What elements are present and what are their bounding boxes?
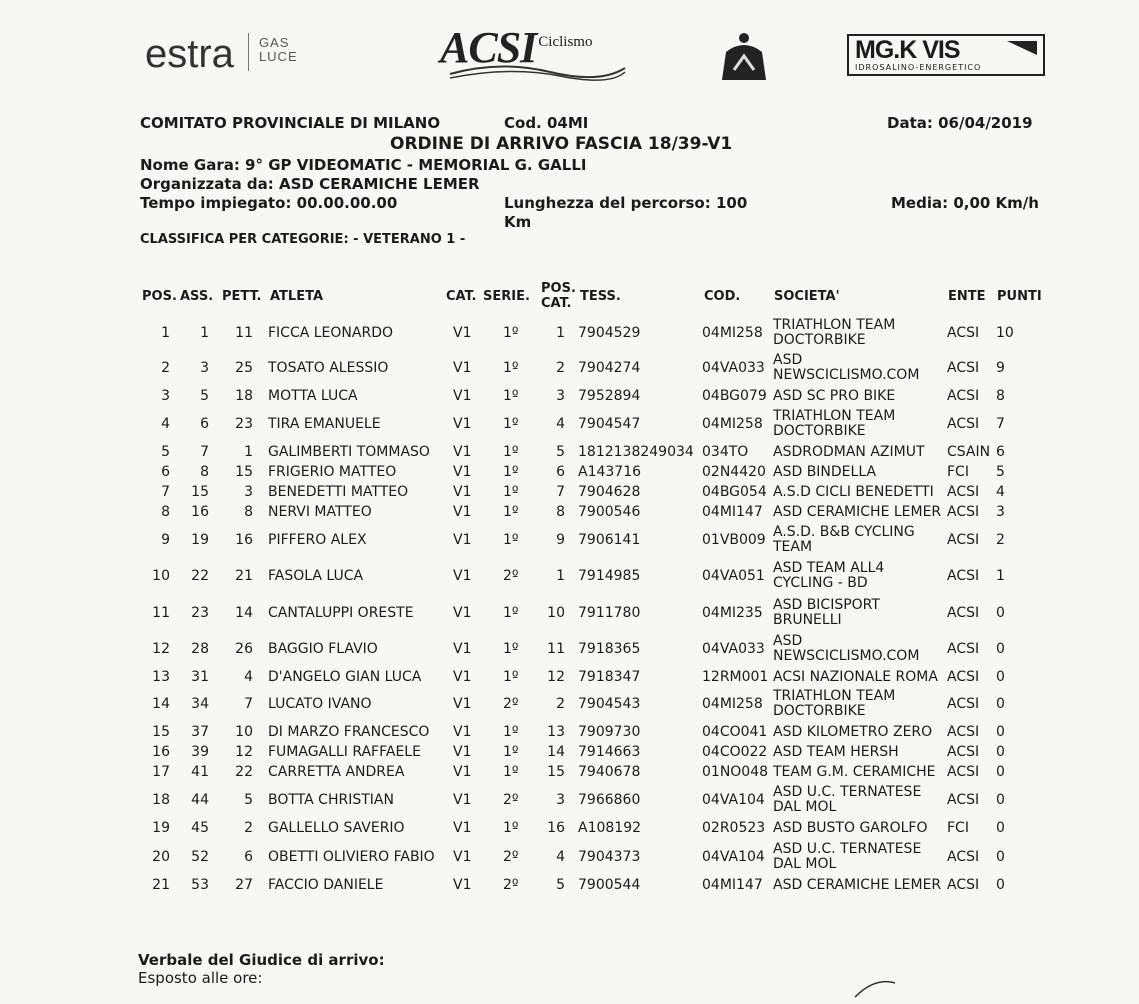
cell-tess: A108192 bbox=[578, 820, 642, 836]
cell-atleta: FACCIO DANIELE bbox=[268, 877, 384, 893]
cell-ass: 5 bbox=[200, 388, 209, 404]
cell-ass: 15 bbox=[191, 484, 209, 500]
page-title: ORDINE DI ARRIVO FASCIA 18/39-V1 bbox=[390, 134, 733, 154]
cell-poscat: 11 bbox=[547, 641, 565, 657]
cell-societa: ACSI NAZIONALE ROMA bbox=[773, 668, 938, 685]
cell-ente: ACSI bbox=[947, 744, 980, 760]
cell-ente: ACSI bbox=[947, 532, 980, 548]
mgk-vis-logo bbox=[847, 34, 1045, 76]
cell-societa: ASD BINDELLA bbox=[773, 463, 877, 480]
cell-cat: V1 bbox=[453, 504, 472, 520]
cell-atleta: GALLELLO SAVERIO bbox=[268, 820, 405, 836]
acsi-logo bbox=[440, 22, 592, 73]
cell-societa: TRIATHLON TEAM DOCTORBIKE bbox=[773, 317, 896, 348]
cell-cod: 04VA051 bbox=[702, 568, 765, 584]
cell-ass: 44 bbox=[191, 792, 209, 808]
cell-tess: 7940678 bbox=[578, 764, 641, 780]
cell-tess: 7911780 bbox=[578, 605, 641, 621]
cell-pett: 21 bbox=[235, 568, 253, 584]
col-cat: CAT. bbox=[446, 289, 477, 304]
cell-societa: ASD KILOMETRO ZERO bbox=[773, 723, 933, 740]
cell-cod: 04VA033 bbox=[702, 641, 765, 657]
cell-ass: 28 bbox=[191, 641, 209, 657]
cell-societa: A.S.D. B&B CYCLING TEAM bbox=[773, 524, 915, 555]
cell-poscat: 5 bbox=[556, 444, 565, 460]
cell-pett: 15 bbox=[235, 464, 253, 480]
cell-pett: 26 bbox=[235, 641, 253, 657]
cell-cat: V1 bbox=[453, 641, 472, 657]
cell-punti: 5 bbox=[996, 464, 1005, 480]
cell-pos: 16 bbox=[152, 744, 170, 760]
cell-atleta: BAGGIO FLAVIO bbox=[268, 641, 378, 657]
cell-ass: 3 bbox=[200, 360, 209, 376]
cell-pos: 19 bbox=[152, 820, 170, 836]
cell-ass: 16 bbox=[191, 504, 209, 520]
cell-poscat: 6 bbox=[556, 464, 565, 480]
cell-serie: 1º bbox=[503, 388, 519, 404]
cell-cat: V1 bbox=[453, 464, 472, 480]
cell-punti: 10 bbox=[996, 325, 1014, 341]
cell-punti: 1 bbox=[996, 568, 1005, 584]
cell-pos: 7 bbox=[161, 484, 170, 500]
cell-ass: 37 bbox=[191, 724, 209, 740]
col-serie: SERIE. bbox=[483, 289, 530, 304]
cell-societa: ASD BICISPORT BRUNELLI bbox=[773, 597, 880, 628]
cell-poscat: 9 bbox=[556, 532, 565, 548]
cell-poscat: 3 bbox=[556, 388, 565, 404]
cell-societa: A.S.D CICLI BENEDETTI bbox=[773, 483, 934, 500]
shield-emblem-icon bbox=[718, 30, 770, 88]
cell-cod: 034TO bbox=[702, 444, 749, 460]
estra-sub-gas: GAS bbox=[258, 35, 290, 50]
col-poscat-2: CAT. bbox=[541, 296, 572, 311]
cell-cod: 04MI258 bbox=[702, 416, 763, 432]
col-cod: COD. bbox=[704, 289, 741, 304]
cell-tess: 7900546 bbox=[578, 504, 641, 520]
cell-atleta: D'ANGELO GIAN LUCA bbox=[268, 669, 422, 685]
cell-punti: 0 bbox=[996, 669, 1005, 685]
cell-pett: 22 bbox=[235, 764, 253, 780]
cell-atleta: DI MARZO FRANCESCO bbox=[268, 724, 430, 740]
cell-pett: 5 bbox=[244, 792, 253, 808]
cell-cat: V1 bbox=[453, 744, 472, 760]
cell-atleta: MOTTA LUCA bbox=[268, 388, 358, 404]
cell-poscat: 8 bbox=[556, 504, 565, 520]
col-atleta: ATLETA bbox=[270, 289, 324, 304]
cell-serie: 1º bbox=[503, 744, 519, 760]
col-ass: ASS. bbox=[180, 289, 214, 304]
cell-ente: ACSI bbox=[947, 504, 980, 520]
cell-cod: 02R0523 bbox=[702, 820, 766, 836]
cell-tess: 7952894 bbox=[578, 388, 641, 404]
cell-serie: 2º bbox=[503, 568, 519, 584]
cell-pett: 25 bbox=[235, 360, 253, 376]
cell-serie: 2º bbox=[503, 877, 519, 893]
cell-societa: ASD CERAMICHE LEMER bbox=[773, 876, 942, 893]
cell-atleta: PIFFERO ALEX bbox=[268, 532, 367, 548]
cell-poscat: 1 bbox=[556, 568, 565, 584]
cell-cat: V1 bbox=[453, 792, 472, 808]
cell-pett: 23 bbox=[235, 416, 253, 432]
cell-tess: 7900544 bbox=[578, 877, 641, 893]
cell-serie: 2º bbox=[503, 792, 519, 808]
cell-societa: ASD CERAMICHE LEMER bbox=[773, 503, 942, 520]
cell-punti: 0 bbox=[996, 764, 1005, 780]
cell-cod: 04MI258 bbox=[702, 325, 763, 341]
cell-punti: 8 bbox=[996, 388, 1005, 404]
cell-tess: 1812138249034 bbox=[578, 444, 694, 460]
estra-wordmark: estra bbox=[145, 32, 234, 76]
col-poscat-1: POS. bbox=[541, 281, 576, 296]
cell-pos: 10 bbox=[152, 568, 170, 584]
verbale-label: Verbale del Giudice di arrivo: bbox=[138, 951, 385, 969]
cell-cod: 04BG054 bbox=[702, 484, 767, 500]
cell-atleta: GALIMBERTI TOMMASO bbox=[268, 444, 430, 460]
cell-ass: 41 bbox=[191, 764, 209, 780]
cell-serie: 1º bbox=[503, 820, 519, 836]
time-taken: Tempo impiegato: 00.00.00.00 bbox=[140, 194, 398, 212]
cell-serie: 1º bbox=[503, 416, 519, 432]
cell-cat: V1 bbox=[453, 877, 472, 893]
col-tess: TESS. bbox=[580, 289, 621, 304]
cell-societa: TRIATHLON TEAM DOCTORBIKE bbox=[773, 688, 896, 719]
cell-ente: ACSI bbox=[947, 696, 980, 712]
cell-poscat: 13 bbox=[547, 724, 565, 740]
cell-tess: 7906141 bbox=[578, 532, 641, 548]
cell-pett: 6 bbox=[244, 849, 253, 865]
cell-punti: 2 bbox=[996, 532, 1005, 548]
cell-pos: 1 bbox=[161, 325, 170, 341]
cell-ente: ACSI bbox=[947, 568, 980, 584]
cell-atleta: FRIGERIO MATTEO bbox=[268, 464, 397, 480]
cell-pos: 2 bbox=[161, 360, 170, 376]
cell-societa: ASD U.C. TERNATESE DAL MOL bbox=[773, 784, 922, 815]
cell-poscat: 2 bbox=[556, 360, 565, 376]
cell-societa: ASD TEAM ALL4 CYCLING - BD bbox=[773, 560, 885, 591]
cell-cat: V1 bbox=[453, 696, 472, 712]
cell-punti: 3 bbox=[996, 504, 1005, 520]
cell-ass: 7 bbox=[200, 444, 209, 460]
cell-punti: 0 bbox=[996, 820, 1005, 836]
cell-pett: 7 bbox=[244, 696, 253, 712]
cell-atleta: NERVI MATTEO bbox=[268, 504, 372, 520]
cell-ente: ACSI bbox=[947, 388, 980, 404]
acsi-wordmark: ACSI bbox=[440, 23, 537, 72]
cell-cat: V1 bbox=[453, 484, 472, 500]
acsi-swoosh-icon bbox=[440, 62, 630, 82]
acsi-ciclismo: Ciclismo bbox=[538, 34, 593, 50]
cell-ass: 52 bbox=[191, 849, 209, 865]
cell-serie: 1º bbox=[503, 360, 519, 376]
col-punti: PUNTI bbox=[997, 289, 1042, 304]
cell-pett: 16 bbox=[235, 532, 253, 548]
cell-tess: 7904529 bbox=[578, 325, 641, 341]
cell-cod: 04VA104 bbox=[702, 792, 765, 808]
cell-ass: 39 bbox=[191, 744, 209, 760]
cell-cod: 01VB009 bbox=[702, 532, 766, 548]
logo-divider bbox=[248, 33, 249, 71]
cell-societa: ASD TEAM HERSH bbox=[773, 743, 899, 760]
cell-ass: 34 bbox=[191, 696, 209, 712]
cell-atleta: FUMAGALLI RAFFAELE bbox=[268, 744, 421, 760]
cell-cat: V1 bbox=[453, 605, 472, 621]
cell-atleta: BOTTA CHRISTIAN bbox=[268, 792, 394, 808]
cell-ente: ACSI bbox=[947, 605, 980, 621]
mgk-triangle-icon bbox=[1007, 41, 1037, 55]
cell-tess: 7966860 bbox=[578, 792, 641, 808]
cell-serie: 1º bbox=[503, 641, 519, 657]
cell-cat: V1 bbox=[453, 764, 472, 780]
cell-pett: 1 bbox=[244, 444, 253, 460]
cell-pett: 8 bbox=[244, 504, 253, 520]
cell-tess: 7904628 bbox=[578, 484, 641, 500]
cell-pos: 5 bbox=[161, 444, 170, 460]
cell-serie: 2º bbox=[503, 849, 519, 865]
cell-pett: 18 bbox=[235, 388, 253, 404]
cell-tess: 7904547 bbox=[578, 416, 641, 432]
cell-serie: 1º bbox=[503, 464, 519, 480]
mgk-wordmark: MG.K VIS bbox=[855, 36, 960, 64]
cell-ass: 1 bbox=[200, 325, 209, 341]
cell-ente: ACSI bbox=[947, 669, 980, 685]
cell-punti: 6 bbox=[996, 444, 1005, 460]
cell-tess: A143716 bbox=[578, 464, 642, 480]
cell-societa: ASDRODMAN AZIMUT bbox=[773, 443, 925, 460]
cell-poscat: 1 bbox=[556, 325, 565, 341]
cell-punti: 0 bbox=[996, 605, 1005, 621]
cell-cod: 04MI258 bbox=[702, 696, 763, 712]
cell-ente: ACSI bbox=[947, 724, 980, 740]
course-length: Lunghezza del percorso: 100 bbox=[504, 194, 748, 212]
cell-cat: V1 bbox=[453, 820, 472, 836]
cell-tess: 7909730 bbox=[578, 724, 641, 740]
cell-serie: 1º bbox=[503, 605, 519, 621]
cell-tess: 7904543 bbox=[578, 696, 641, 712]
col-pett: PETT. bbox=[222, 289, 262, 304]
cell-ente: ACSI bbox=[947, 416, 980, 432]
cell-tess: 7918347 bbox=[578, 669, 641, 685]
cell-societa: ASD BUSTO GAROLFO bbox=[773, 819, 928, 836]
cell-poscat: 12 bbox=[547, 669, 565, 685]
cell-pos: 15 bbox=[152, 724, 170, 740]
cell-pett: 12 bbox=[235, 744, 253, 760]
cell-cat: V1 bbox=[453, 669, 472, 685]
cell-cod: 04CO022 bbox=[702, 744, 768, 760]
cell-tess: 7914985 bbox=[578, 568, 641, 584]
cell-atleta: CARRETTA ANDREA bbox=[268, 764, 405, 780]
cell-ass: 53 bbox=[191, 877, 209, 893]
cell-ente: ACSI bbox=[947, 764, 980, 780]
cell-pos: 6 bbox=[161, 464, 170, 480]
col-pos: POS. bbox=[142, 289, 177, 304]
cell-tess: 7918365 bbox=[578, 641, 641, 657]
cell-punti: 0 bbox=[996, 792, 1005, 808]
cell-poscat: 14 bbox=[547, 744, 565, 760]
col-ente: ENTE bbox=[948, 289, 986, 304]
cell-atleta: OBETTI OLIVIERO FABIO bbox=[268, 849, 435, 865]
cell-atleta: FICCA LEONARDO bbox=[268, 325, 394, 341]
cell-atleta: FASOLA LUCA bbox=[268, 568, 364, 584]
cell-societa: TRIATHLON TEAM DOCTORBIKE bbox=[773, 408, 896, 439]
cell-pett: 3 bbox=[244, 484, 253, 500]
committee-code: Cod. 04MI bbox=[504, 114, 589, 132]
cell-cod: 02N4420 bbox=[702, 464, 766, 480]
category-ranking: CLASSIFICA PER CATEGORIE: - VETERANO 1 - bbox=[140, 232, 466, 247]
cell-pos: 20 bbox=[152, 849, 170, 865]
cell-poscat: 10 bbox=[547, 605, 565, 621]
cell-societa: ASD SC PRO BIKE bbox=[773, 387, 896, 404]
cell-cat: V1 bbox=[453, 325, 472, 341]
cell-ente: ACSI bbox=[947, 641, 980, 657]
cell-poscat: 3 bbox=[556, 792, 565, 808]
cell-ente: FCI bbox=[947, 820, 969, 836]
cell-cod: 04VA033 bbox=[702, 360, 765, 376]
cell-ente: ACSI bbox=[947, 360, 980, 376]
cell-pos: 14 bbox=[152, 696, 170, 712]
cell-atleta: CANTALUPPI ORESTE bbox=[268, 605, 414, 621]
cell-serie: 1º bbox=[503, 444, 519, 460]
cell-ente: ACSI bbox=[947, 792, 980, 808]
cell-ass: 23 bbox=[191, 605, 209, 621]
cell-cod: 04CO041 bbox=[702, 724, 768, 740]
cell-serie: 1º bbox=[503, 669, 519, 685]
cell-pos: 12 bbox=[152, 641, 170, 657]
cell-ass: 8 bbox=[200, 464, 209, 480]
cell-cat: V1 bbox=[453, 360, 472, 376]
cell-serie: 2º bbox=[503, 696, 519, 712]
cell-cod: 04VA104 bbox=[702, 849, 765, 865]
cell-punti: 9 bbox=[996, 360, 1005, 376]
cell-cat: V1 bbox=[453, 444, 472, 460]
cell-poscat: 4 bbox=[556, 849, 565, 865]
cell-cod: 12RM001 bbox=[702, 669, 769, 685]
cell-punti: 4 bbox=[996, 484, 1005, 500]
col-societa: SOCIETA' bbox=[774, 289, 840, 304]
cell-ente: ACSI bbox=[947, 484, 980, 500]
cell-poscat: 15 bbox=[547, 764, 565, 780]
cell-cod: 04MI235 bbox=[702, 605, 763, 621]
cell-pett: 14 bbox=[235, 605, 253, 621]
cell-pos: 9 bbox=[161, 532, 170, 548]
cell-pett: 2 bbox=[244, 820, 253, 836]
cell-pos: 4 bbox=[161, 416, 170, 432]
cell-ass: 22 bbox=[191, 568, 209, 584]
cell-punti: 0 bbox=[996, 641, 1005, 657]
cell-pos: 11 bbox=[152, 605, 170, 621]
date: Data: 06/04/2019 bbox=[887, 114, 1033, 132]
estra-logo bbox=[145, 32, 298, 77]
cell-punti: 0 bbox=[996, 877, 1005, 893]
cell-cod: 04BG079 bbox=[702, 388, 767, 404]
cell-ente: ACSI bbox=[947, 877, 980, 893]
cell-ente: ACSI bbox=[947, 849, 980, 865]
estra-sub-luce: LUCE bbox=[258, 49, 298, 64]
cell-pos: 8 bbox=[161, 504, 170, 520]
cell-ente: FCI bbox=[947, 464, 969, 480]
cell-tess: 7904373 bbox=[578, 849, 641, 865]
cell-ass: 45 bbox=[191, 820, 209, 836]
cell-atleta: LUCATO IVANO bbox=[268, 696, 372, 712]
cell-ass: 31 bbox=[191, 669, 209, 685]
cell-atleta: TIRA EMANUELE bbox=[268, 416, 381, 432]
cell-punti: 0 bbox=[996, 744, 1005, 760]
cell-poscat: 5 bbox=[556, 877, 565, 893]
cell-ass: 6 bbox=[200, 416, 209, 432]
cell-serie: 1º bbox=[503, 724, 519, 740]
cell-societa: TEAM G.M. CERAMICHE bbox=[773, 763, 936, 780]
cell-cat: V1 bbox=[453, 849, 472, 865]
cell-cat: V1 bbox=[453, 724, 472, 740]
cell-societa: ASD NEWSCICLISMO.COM bbox=[773, 633, 920, 664]
cell-cat: V1 bbox=[453, 532, 472, 548]
cell-poscat: 16 bbox=[547, 820, 565, 836]
cell-serie: 1º bbox=[503, 532, 519, 548]
cell-poscat: 2 bbox=[556, 696, 565, 712]
cell-tess: 7914663 bbox=[578, 744, 641, 760]
cell-punti: 0 bbox=[996, 724, 1005, 740]
cell-tess: 7904274 bbox=[578, 360, 641, 376]
cell-atleta: TOSATO ALESSIO bbox=[268, 360, 389, 376]
cell-pett: 11 bbox=[235, 325, 253, 341]
esposto-label: Esposto alle ore: bbox=[138, 969, 263, 987]
organizer: Organizzata da: ASD CERAMICHE LEMER bbox=[140, 175, 480, 193]
cell-atleta: BENEDETTI MATTEO bbox=[268, 484, 409, 500]
cell-cat: V1 bbox=[453, 388, 472, 404]
cell-poscat: 4 bbox=[556, 416, 565, 432]
cell-societa: ASD NEWSCICLISMO.COM bbox=[773, 352, 920, 383]
cell-pos: 17 bbox=[152, 764, 170, 780]
cell-pett: 27 bbox=[235, 877, 253, 893]
cell-pos: 21 bbox=[152, 877, 170, 893]
cell-cod: 01NO048 bbox=[702, 764, 769, 780]
cell-ass: 19 bbox=[191, 532, 209, 548]
cell-cod: 04MI147 bbox=[702, 877, 763, 893]
average-speed: Media: 0,00 Km/h bbox=[891, 194, 1039, 212]
mgk-subtitle: IDROSALINO-ENERGETICO bbox=[855, 63, 982, 72]
cell-pos: 3 bbox=[161, 388, 170, 404]
cell-societa: ASD U.C. TERNATESE DAL MOL bbox=[773, 841, 922, 872]
cell-poscat: 7 bbox=[556, 484, 565, 500]
estra-gas-luce bbox=[259, 36, 298, 64]
cell-ente: CSAIN bbox=[947, 444, 991, 460]
cell-serie: 1º bbox=[503, 325, 519, 341]
cell-cat: V1 bbox=[453, 416, 472, 432]
cell-pos: 18 bbox=[152, 792, 170, 808]
cell-punti: 0 bbox=[996, 849, 1005, 865]
cell-pett: 10 bbox=[235, 724, 253, 740]
cell-serie: 1º bbox=[503, 764, 519, 780]
cell-cod: 04MI147 bbox=[702, 504, 763, 520]
cell-cat: V1 bbox=[453, 568, 472, 584]
cell-punti: 0 bbox=[996, 696, 1005, 712]
cell-pos: 13 bbox=[152, 669, 170, 685]
committee: COMITATO PROVINCIALE DI MILANO bbox=[140, 114, 441, 132]
cell-serie: 1º bbox=[503, 504, 519, 520]
race-name: Nome Gara: 9° GP VIDEOMATIC - MEMORIAL G. GALLI bbox=[140, 156, 587, 174]
cell-serie: 1º bbox=[503, 484, 519, 500]
cell-punti: 7 bbox=[996, 416, 1005, 432]
course-length-unit: Km bbox=[504, 213, 532, 231]
cell-pett: 4 bbox=[244, 669, 253, 685]
cell-ente: ACSI bbox=[947, 325, 980, 341]
